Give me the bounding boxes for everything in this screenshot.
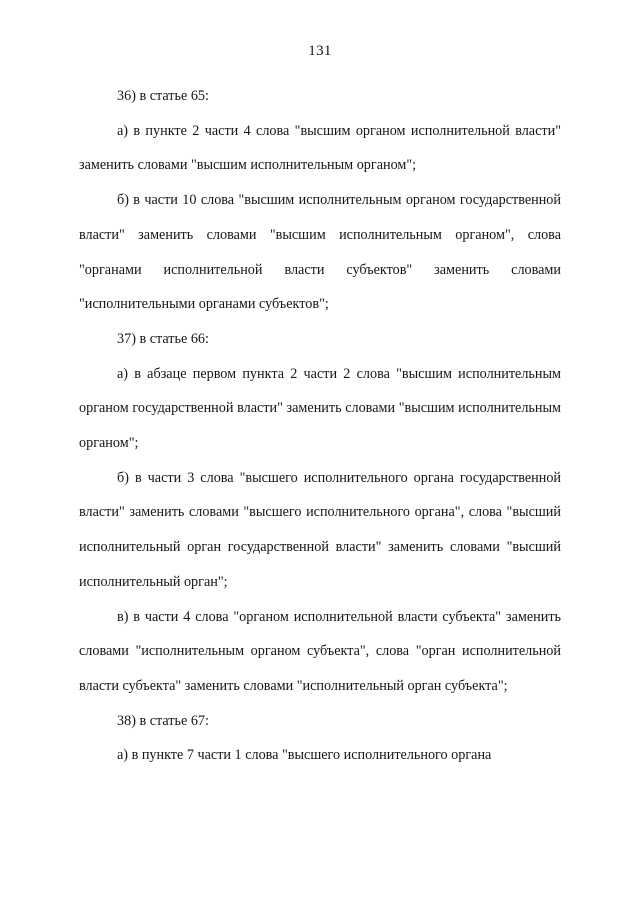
item-38-heading: 38) в статье 67: — [117, 712, 209, 729]
item-37-subitem-v: в) в части 4 слова "органом исполнительной власти субъекта" заменить словами "исполнительным органом субъекта", слова "орган исполнительной власти субъекта" заменить словами "исполнительный орган субъекта"; — [79, 608, 561, 694]
item-36-subitem-a: а) в пункте 2 части 4 слова "высшим органом исполнительной власти" заменить словами "высшим исполнительным органом"; — [79, 122, 561, 174]
page-number: 131 — [308, 43, 332, 59]
item-37-heading: 37) в статье 66: — [117, 330, 209, 347]
document-body — [79, 79, 561, 773]
item-37-subitem-a: а) в абзаце первом пункта 2 части 2 слова "высшим исполнительным органом государственной власти" заменить словами "высшим исполнительным органом"; — [79, 365, 561, 452]
item-36-subitem-b: б) в части 10 слова "высшим исполнительным органом государственной власти" заменить словами "высшим исполнительным органом", слова "органами исполнительной власти субъектов" заменить словами "исполнительными органами субъектов"; — [79, 192, 561, 313]
item-37-subitem-b: б) в части 3 слова "высшего исполнительного органа государственной власти" заменить словами "высшего исполнительного органа", слова "высший исполнительный орган государственной власти" заменить словами "высший исполнительный орган"; — [79, 469, 561, 590]
item-38-subitem-a: а) в пункте 7 части 1 слова "высшего исполнительного органа — [117, 747, 492, 764]
item-36-heading: 36) в статье 65: — [117, 88, 209, 104]
